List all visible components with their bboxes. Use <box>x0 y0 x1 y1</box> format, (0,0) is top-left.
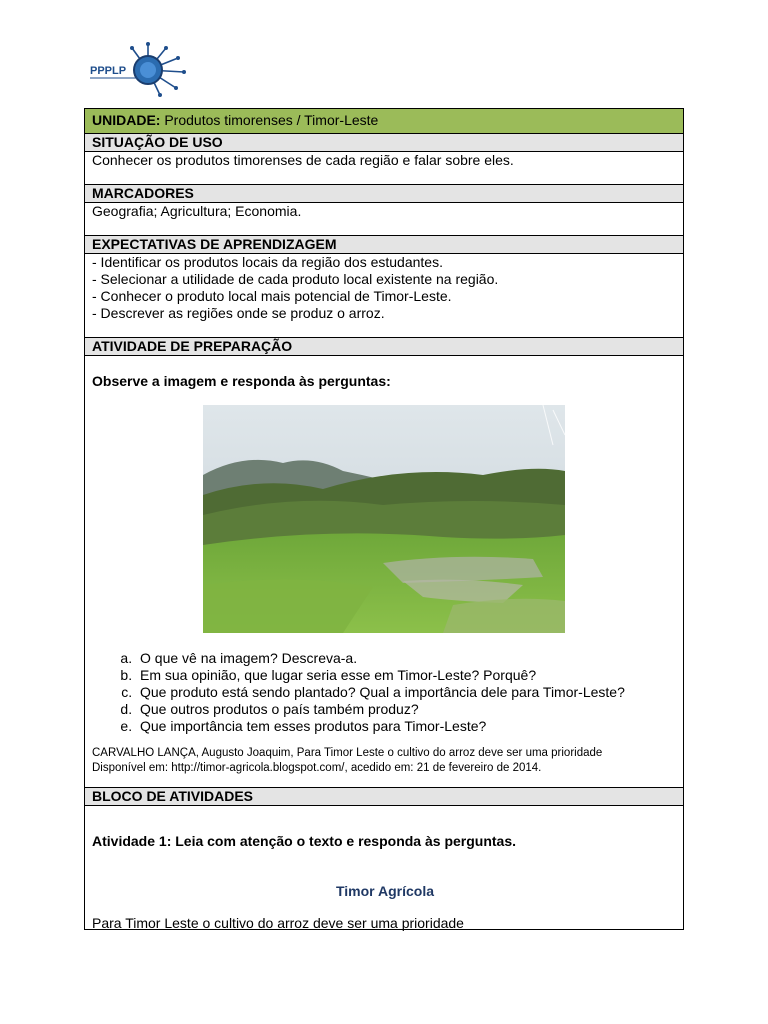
activity1-instruction: Atividade 1: Leia com atenção o texto e responda às perguntas. <box>92 833 517 849</box>
expectativa-item: - Descrever as regiões onde se produz o arroz. <box>92 305 385 321</box>
unidade-value: Produtos timorenses / Timor-Leste <box>164 112 379 128</box>
expectativas-list <box>85 254 683 338</box>
unidade-row <box>85 109 683 134</box>
reference-citation <box>92 746 682 776</box>
text-title: Timor Agrícola <box>335 883 435 899</box>
question-item: b. Em sua opinião, que lugar seria esse em Timor-Leste? Porquê? <box>136 667 625 684</box>
bloco-header: BLOCO DE ATIVIDADES <box>85 788 683 806</box>
reference-line: CARVALHO LANÇA, Augusto Joaquim, Para Timor Leste o cultivo do arroz deve ser uma prioridade <box>92 747 603 759</box>
situacao-header: SITUAÇÃO DE USO <box>85 134 683 152</box>
pppl-logo <box>88 40 192 98</box>
question-item: a. O que vê na imagem? Descreva-a. <box>136 650 625 667</box>
expectativas-header: EXPECTATIVAS DE APRENDIZAGEM <box>85 236 683 254</box>
text-first-line: Para Timor Leste o cultivo do arroz deve ser uma prioridade <box>92 915 464 931</box>
unidade-label: UNIDADE: <box>92 112 161 128</box>
preparacao-instruction: Observe a imagem e responda às perguntas: <box>92 373 391 389</box>
lesson-plan-table <box>84 108 684 930</box>
question-item: d. Que outros produtos o país também produz? <box>136 701 625 718</box>
preparacao-section <box>85 356 683 788</box>
svg-text:PPPLP: PPPLP <box>90 65 127 77</box>
rice-field-photo <box>203 405 565 633</box>
marcadores-text: Geografia; Agricultura; Economia. <box>85 203 683 236</box>
marcadores-header: MARCADORES <box>85 185 683 203</box>
expectativa-item: - Conhecer o produto local mais potencial de Timor-Leste. <box>92 288 452 304</box>
bloco-section <box>85 806 683 929</box>
situacao-text: Conhecer os produtos timorenses de cada região e falar sobre eles. <box>85 152 683 185</box>
question-item: c. Que produto está sendo plantado? Qual a importância dele para Timor-Leste? <box>136 684 625 701</box>
question-item: e. Que importância tem esses produtos para Timor-Leste? <box>136 718 625 735</box>
reference-line: Disponível em: http://timor-agricola.blogspot.com/, acedido em: 21 de fevereiro de 2014. <box>92 762 542 774</box>
expectativa-item: - Identificar os produtos locais da região dos estudantes. <box>92 254 443 270</box>
preparacao-header: ATIVIDADE DE PREPARAÇÃO <box>85 338 683 356</box>
preparacao-questions <box>92 650 625 735</box>
expectativa-item: - Selecionar a utilidade de cada produto local existente na região. <box>92 271 499 287</box>
